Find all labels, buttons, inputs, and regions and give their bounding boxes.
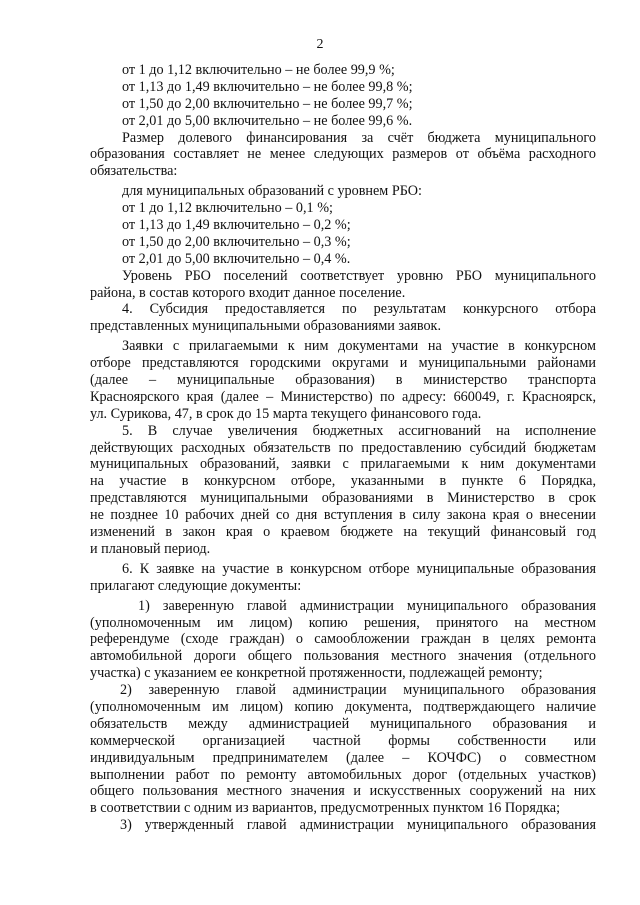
text-line: отборе представляются городскими округами и муниципальными районами <box>90 355 596 372</box>
paragraph-share-financing <box>90 130 596 181</box>
page-number: 2 <box>316 37 324 52</box>
text-line: и плановый период. <box>90 540 211 557</box>
text-line: обязательства: <box>90 163 178 180</box>
list-intro: для муниципальных образований с уровнем РБО: <box>122 183 422 200</box>
document-body <box>90 62 596 834</box>
paragraph-4 <box>90 301 596 335</box>
text-line: (уполномоченным им лицом) копию решения, принятого на местном <box>90 614 596 631</box>
list-item: от 2,01 до 5,00 включительно – 0,4 %. <box>122 250 351 267</box>
text-line: 6. К заявке на участие в конкурсном отборе муниципальные образования <box>122 560 596 577</box>
document-item-3 <box>90 817 596 834</box>
text-line: образования составляет не менее следующих размеров от объёма расходного <box>90 146 596 163</box>
text-line: 3) утвержденный главой администрации муниципального образования <box>120 817 596 834</box>
list-item: от 1,13 до 1,49 включительно – не более 99,8 %; <box>122 78 413 95</box>
text-line: 2) заверенную главой администрации муниципального образования <box>120 682 596 699</box>
paragraph-6 <box>90 561 596 595</box>
text-line: Красноярского края (далее – Министерство) по адресу: 660049, г. Красноярск, <box>90 388 596 405</box>
text-line: в соответствии с одним из вариантов, предусмотренных пунктом 16 Порядка; <box>90 800 561 817</box>
list-item: от 2,01 до 5,00 включительно – не более 99,6 %. <box>122 112 413 129</box>
document-item-2 <box>90 682 596 817</box>
text-line: Размер долевого финансирования за счёт бюджета муниципального <box>122 129 596 146</box>
text-line: 5. В случае увеличения бюджетных ассигнований на исполнение <box>122 422 596 439</box>
text-line: не позднее 10 рабочих дней со дня вступления в силу закона края о внесении <box>90 507 596 524</box>
text-line: автомобильной дороги общего пользования местного значения (отдельного <box>90 648 596 665</box>
text-line: Уровень РБО поселений соответствует уровню РБО муниципального <box>122 267 596 284</box>
text-line: ул. Сурикова, 47, в срок до 15 марта текущего финансового года. <box>90 405 482 422</box>
text-line: прилагают следующие документы: <box>90 577 302 594</box>
document-item-1 <box>90 598 596 682</box>
paragraph-applications <box>90 338 596 422</box>
paragraph-5 <box>90 423 596 558</box>
rbo-share-levels-list <box>90 183 596 267</box>
text-line: 1) заверенную главой администрации муниципального образования <box>138 597 596 614</box>
text-line: изменений в закон края о краевом бюджете на текущий финансовый год <box>90 524 596 541</box>
text-line: 4. Субсидия предоставляется по результатам конкурсного отбора <box>122 301 596 318</box>
list-item: от 1,50 до 2,00 включительно – не более 99,7 %; <box>122 95 413 112</box>
text-line: выполнении работ по ремонту автомобильных дорог (отдельных участков) <box>90 766 596 783</box>
rbo-financing-levels-list <box>90 62 596 130</box>
text-line: индивидуальным предпринимателем (далее – КОЧФС) о совместном <box>90 749 596 766</box>
text-line: участка) с указанием ее конкретной протяженности, подлежащей ремонту; <box>90 665 543 682</box>
text-line: (далее – муниципальные образования) в министерство транспорта <box>90 372 596 389</box>
text-line: представленных муниципальными образованиями заявок. <box>90 318 441 335</box>
text-line: района, в состав которого входит данное поселение. <box>90 284 406 301</box>
text-line: обязательств между администрацией муниципального образования и <box>90 715 596 732</box>
text-line: на участие в конкурсном отборе, указанными в пункте 6 Порядка, <box>90 473 596 490</box>
list-item: от 1 до 1,12 включительно – 0,1 %; <box>122 200 333 217</box>
list-item: от 1,50 до 2,00 включительно – 0,3 %; <box>122 233 351 250</box>
text-line: референдуме (сходе граждан) о самообложении граждан в целях ремонта <box>90 631 596 648</box>
text-line: Заявки с прилагаемыми к ним документами на участие в конкурсном <box>122 338 596 355</box>
text-line: действующих расходных обязательств по предоставлению субсидий бюджетам <box>90 439 596 456</box>
list-item: от 1 до 1,12 включительно – не более 99,9 %; <box>122 62 395 78</box>
text-line: общего пользования местного значения и искусственных сооружений на них <box>90 783 596 800</box>
text-line: коммерческой организацией частной формы собственности или <box>90 732 596 749</box>
paragraph-rbo-settlements <box>90 268 596 302</box>
text-line: муниципальных образований, заявки с прилагаемыми к ним документами <box>90 456 596 473</box>
text-line: представляются муниципальными образованиями в Министерство в срок <box>90 490 596 507</box>
text-line: (уполномоченным им лицом) копию документа, подтверждающего наличие <box>90 698 596 715</box>
list-item: от 1,13 до 1,49 включительно – 0,2 %; <box>122 217 351 234</box>
